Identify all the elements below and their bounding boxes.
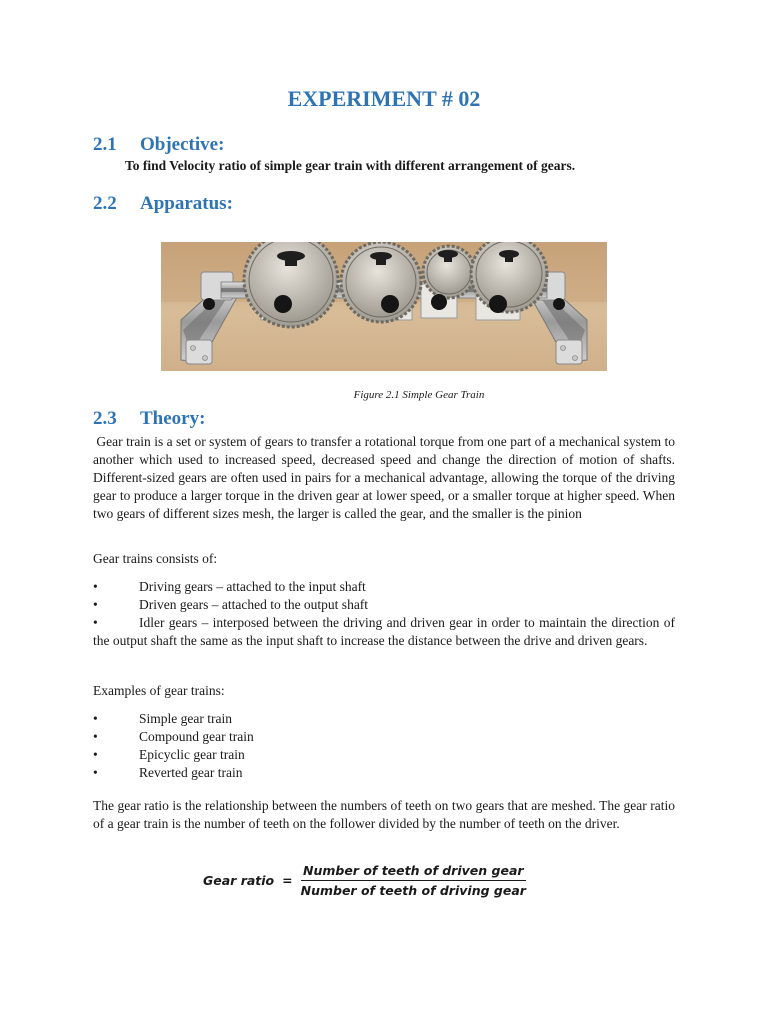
list-item: • Reverted gear train (93, 765, 243, 780)
theory-intro-paragraph (93, 433, 679, 523)
list-item: • Idler gears – interposed between the driving and driven gear in order to maintain the direction of the output shaft the same as the input shaft to increase the distance between the drive and driven gears. (93, 615, 675, 648)
gear-ratio-formula (203, 860, 526, 900)
section-title: Theory: (140, 408, 206, 429)
formula-fraction (301, 863, 526, 898)
list-item: • Driven gears – attached to the output shaft (93, 597, 369, 612)
gear-ratio-paragraph: The gear ratio is the relationship between the numbers of teeth on two gears that are meshed. The gear ratio of a gear train is the number of teeth on the follower divided by the number of teeth on the driver. (93, 798, 675, 831)
section-heading-apparatus (93, 193, 233, 215)
gear-train-photo (161, 242, 607, 371)
section-number: 2.1 (93, 134, 117, 155)
page-title: EXPERIMENT # 02 (287, 86, 481, 111)
bullet-icon: • (93, 729, 98, 744)
bullet-icon: • (93, 711, 98, 726)
formula-lhs: Gear ratio (203, 872, 275, 888)
section-heading-theory (93, 408, 205, 430)
bullet-icon: • (93, 579, 98, 594)
formula-equals: = (282, 872, 293, 888)
examples-list (93, 710, 675, 782)
section-number: 2.3 (93, 408, 117, 429)
list-item: • Compound gear train (93, 729, 254, 744)
section-title: Apparatus: (140, 193, 233, 214)
list-item: • Epicyclic gear train (93, 747, 245, 762)
bullet-icon: • (93, 747, 98, 762)
bullet-icon: • (93, 597, 98, 612)
list-item: • Simple gear train (93, 711, 232, 726)
formula-denominator: Number of teeth of driving gear (300, 882, 526, 898)
formula-numerator: Number of teeth of driven gear (301, 863, 526, 881)
consists-heading: Gear trains consists of: (93, 551, 218, 566)
list-item: • Driving gears – attached to the input shaft (93, 579, 366, 594)
consists-list (93, 578, 675, 650)
objective-text: To find Velocity ratio of simple gear train with different arrangement of gears. (125, 158, 576, 173)
section-title: Objective: (140, 134, 225, 155)
figure-caption: Figure 2.1 Simple Gear Train (353, 389, 485, 401)
bullet-icon: • (93, 615, 98, 630)
section-heading-objective (93, 134, 224, 156)
theory-intro-text: Gear train is a set or system of gears to transfer a rotational torque from one part of a mechanical system to another which used to increased speed, decreased speed and change the direction of motion of shafts. Different-sized gears are often used in pairs for a mechanical advantage, allowing the torque of the driving gear to produce a larger torque in the driven gear at lower speed, or a smaller torque at higher speed. When two gears of different sizes mesh, the larger is called the gear, and the smaller is the pinion (93, 434, 679, 521)
examples-heading: Examples of gear trains: (93, 683, 225, 698)
section-number: 2.2 (93, 193, 117, 214)
bullet-icon: • (93, 765, 98, 780)
